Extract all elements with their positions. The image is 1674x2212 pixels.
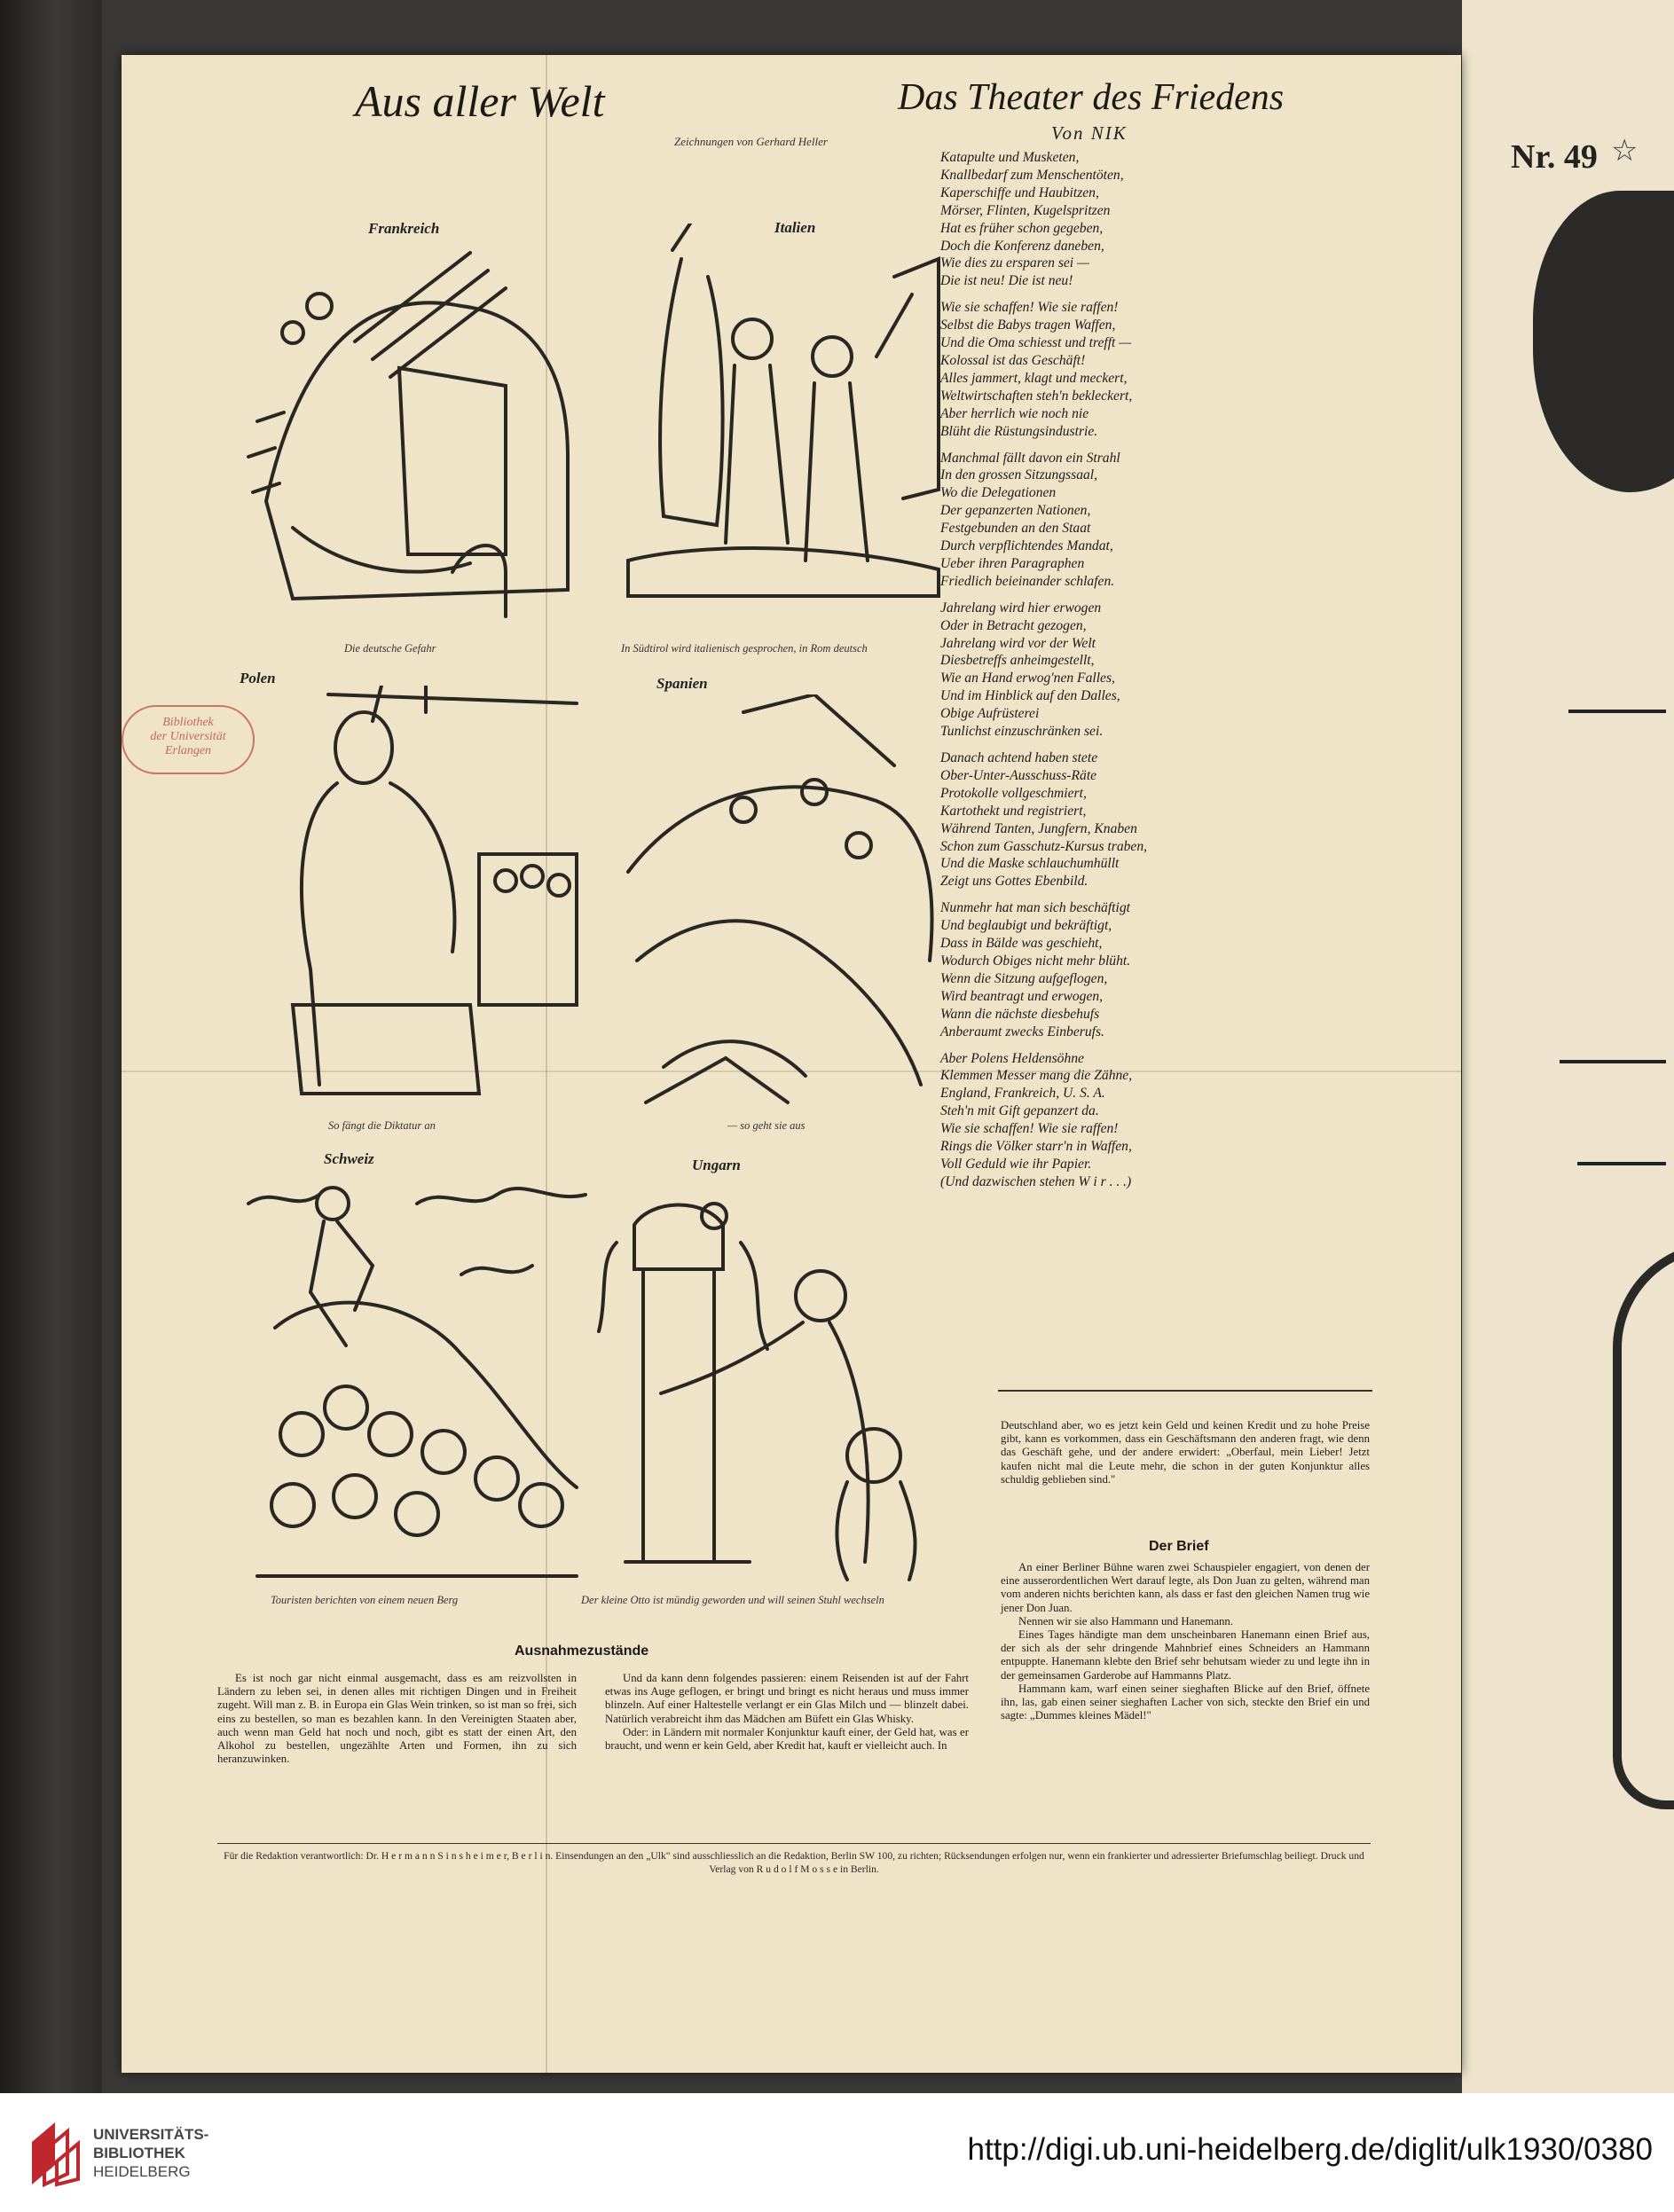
poem-line: Und im Hinblick auf den Dalles, xyxy=(940,688,1120,704)
binder-edge xyxy=(0,0,102,2093)
poem-line: Voll Geduld wie ihr Papier. xyxy=(940,1156,1092,1172)
poem-title: Das Theater des Friedens xyxy=(898,77,1285,118)
poem-author: Von NIK xyxy=(1051,122,1128,144)
poem-line: Hat es früher schon gegeben, xyxy=(940,220,1104,236)
panel-caption: Der kleine Otto ist mündig geworden und will seinen Stuhl wechseln xyxy=(581,1594,884,1606)
poem-line: Steh'n mit Gift gepanzert da. xyxy=(940,1103,1099,1119)
poem-stanza xyxy=(940,299,1206,440)
poem-line: Durch verpflichtendes Mandat, xyxy=(940,538,1113,554)
next-page-fragment xyxy=(1462,0,1674,2093)
poem-stanza xyxy=(940,450,1206,591)
star-icon: ☆ xyxy=(1611,135,1639,168)
library-name-line: BIBLIOTHEK xyxy=(93,2145,185,2161)
poem-line: England, Frankreich, U. S. A. xyxy=(940,1086,1105,1102)
divider-rule xyxy=(998,1390,1372,1392)
poem-line: Ueber ihren Paragraphen xyxy=(940,555,1085,571)
poem-line: Kolossal ist das Geschäft! xyxy=(940,352,1086,368)
article-paragraph: Nennen wir sie also Hammann und Hanemann. xyxy=(1018,1614,1234,1628)
article-paragraph: Eines Tages händigte man dem unscheinbaren Hanemann einen Brief aus, der sich als der sehr dringende Mahnbrief eines Schneiders an Hammann entpuppte. Hanemann klebte den Brief sehr behutsam wieder zu und legte ihn in der gemeinsamen Garderobe auf Hammanns Platz. xyxy=(1001,1628,1370,1682)
poem-line: Kaperschiffe und Haubitzen, xyxy=(940,184,1099,200)
imprint-footer: Für die Redaktion verantwortlich: Dr. H e r m a n n S i n s h e i m e r, B e r l i n. Einsendungen an den „Ulk" sind ausschliesslich an die Redaktion, Berlin SW 100, zu richten; Rücksendungen erfolgen nur, wenn ein frankierter und adressierter Briefumschlag beiliegt. Druck und Verlag von R u d o l f M o s s e in Berlin. xyxy=(224,1850,1364,1875)
poem-line: Zeigt uns Gottes Ebenbild. xyxy=(940,874,1088,890)
poem-line: Wie sie schaffen! Wie sie raffen! xyxy=(940,1121,1119,1137)
cartoon-panel-ungarn xyxy=(581,1150,958,1612)
poem-line: Wird beantragt und erwogen, xyxy=(940,988,1104,1004)
illustration-shape xyxy=(1613,1242,1674,1809)
poem-stanza xyxy=(940,149,1206,290)
poem-line: (Und dazwischen stehen W i r . . .) xyxy=(940,1173,1132,1189)
panel-caption: Die deutsche Gefahr xyxy=(344,642,436,655)
poem-line: Oder in Betracht gezogen, xyxy=(940,617,1087,633)
article-heading-brief: Der Brief xyxy=(1149,1539,1209,1554)
poem-line: Diesbetreffs anheimgestellt, xyxy=(940,653,1095,669)
panel-caption: So fängt die Diktatur an xyxy=(328,1119,436,1132)
panel-country: Schweiz xyxy=(324,1150,374,1167)
poem-line: Wie dies zu ersparen sei — xyxy=(940,255,1089,271)
article-continuation xyxy=(1001,1419,1370,1486)
library-stamp xyxy=(122,705,255,774)
poem-line: Jahrelang wird vor der Welt xyxy=(940,635,1096,651)
article-ausnahme-col2 xyxy=(605,1672,969,1753)
panel-country: Polen xyxy=(240,670,276,686)
article-paragraph: An einer Berliner Bühne waren zwei Schauspieler engagiert, von denen der eine ausserordentlichen Wert darauf legte, als Don Juan zu gelten, während man vom anderen nichts berichten kann, als dass er fast den gleichen Namen trug wie jener Don Juan. xyxy=(1001,1561,1370,1614)
poem-line: Die ist neu! Die ist neu! xyxy=(940,273,1073,289)
stamp-line: der Universität xyxy=(150,730,226,743)
cartoon-panel-spanien xyxy=(610,670,956,1135)
article-paragraph: Oder: in Ländern mit normaler Konjunktur kauft einer, der Geld hat, was er braucht, und wenn er kein Geld, aber Kredit hat, kauft er vielleicht auch. In xyxy=(605,1725,969,1753)
poem-line: Wo die Delegationen xyxy=(940,485,1057,501)
poem-line: Tunlichst einzuschränken sei. xyxy=(940,724,1104,740)
poem-line: Und die Maske schlauchumhüllt xyxy=(940,856,1120,872)
poem-line: In den grossen Sitzungssaal, xyxy=(940,467,1098,483)
divider-rule xyxy=(217,1843,1371,1844)
cartoon-drawing xyxy=(240,1168,590,1594)
poem-line: Aber Polens Heldensöhne xyxy=(940,1050,1084,1066)
library-banner xyxy=(0,2093,1674,2212)
illustration-stroke xyxy=(1577,1162,1666,1165)
poem-line: Protokolle vollgeschmiert, xyxy=(940,785,1087,801)
poem-line: Blüht die Rüstungsindustrie. xyxy=(940,423,1098,439)
illustration-shape xyxy=(1533,191,1674,492)
poem-line: Wann die nächste diesbehufs xyxy=(940,1006,1100,1022)
poem-line: Wie an Hand erwog'nen Falles, xyxy=(940,671,1115,686)
poem-line: Festgebunden an den Staat xyxy=(940,521,1091,537)
poem-line: Wodurch Obiges nicht mehr blüht. xyxy=(940,953,1131,969)
poem-line: Wenn die Sitzung aufgeflogen, xyxy=(940,970,1108,986)
article-paragraph: Hammann kam, warf einen seiner sieghaften Blicke auf den Brief, öffnete ihn, las, gab einen seiner sieghaften Lacher von sich, steckte den Brief ein und sagte: „Dummes kleines Mädel!" xyxy=(1001,1682,1370,1722)
poem-line: Klemmen Messer mang die Zähne, xyxy=(940,1068,1133,1084)
poem-line: Dass in Bälde was geschieht, xyxy=(940,936,1103,952)
poem-line: Jahrelang wird hier erwogen xyxy=(940,600,1102,616)
poem-line: Wie sie schaffen! Wie sie raffen! xyxy=(940,300,1119,316)
poem-line: Knallbedarf zum Menschentöten, xyxy=(940,167,1124,183)
poem-line: Kartothekt und registriert, xyxy=(940,803,1087,819)
cartoon-drawing xyxy=(610,694,956,1120)
poem-stanza xyxy=(940,899,1206,1040)
poem-line: Alles jammert, klagt und meckert, xyxy=(940,370,1128,386)
poem-line: Nunmehr hat man sich beschäftigt xyxy=(940,900,1130,916)
panel-country: Frankreich xyxy=(368,220,440,237)
issue-number: Nr. 49 xyxy=(1511,138,1598,176)
panel-country: Spanien xyxy=(656,675,708,692)
illustration-stroke xyxy=(1568,710,1666,713)
poem-line: Rings die Völker starr'n in Waffen, xyxy=(940,1139,1132,1155)
cartoon-drawing xyxy=(240,686,590,1120)
article-heading-ausnahme: Ausnahmezustände xyxy=(515,1643,649,1659)
library-name-line: HEIDELBERG xyxy=(93,2163,191,2180)
cartoon-drawing xyxy=(610,224,956,640)
library-logo-icon xyxy=(27,2115,82,2188)
poem-line: Mörser, Flinten, Kugelspritzen xyxy=(940,202,1111,218)
cartoon-panel-italien xyxy=(610,206,956,661)
cartoon-panel-polen xyxy=(240,670,590,1135)
stamp-line: Erlangen xyxy=(164,744,212,757)
poem-line: Und die Oma schiesst und trefft — xyxy=(940,335,1132,351)
article-ausnahme-col1 xyxy=(217,1672,577,1766)
poem-line: Selbst die Babys tragen Waffen, xyxy=(940,318,1116,333)
poem-line: Während Tanten, Jungfern, Knaben xyxy=(940,820,1137,836)
library-name-line: UNIVERSITÄTS- xyxy=(93,2126,209,2143)
poem-line: Obige Aufrüsterei xyxy=(940,706,1040,722)
poem-line: Und beglaubigt und bekräftigt, xyxy=(940,918,1112,934)
poem-line: Weltwirtschaften steh'n bekleckert, xyxy=(940,388,1133,404)
cartoon-panel-schweiz xyxy=(240,1150,590,1612)
poem-line: Friedlich beieinander schlafen. xyxy=(940,573,1115,589)
drawing-credit: Zeichnungen von Gerhard Heller xyxy=(674,135,828,148)
cartoon-drawing xyxy=(240,235,590,652)
panel-caption: In Südtirol wird italienisch gesprochen, in Rom deutsch xyxy=(621,642,868,655)
poem-stanza xyxy=(940,749,1206,890)
poem-line: Doch die Konferenz daneben, xyxy=(940,238,1104,254)
article-paragraph: Deutschland aber, wo es jetzt kein Geld und keinen Kredit und zu hohe Preise gibt, kann es vorkommen, dass ein Geschäftsmann den anderen fragt, wie denn das Geschäft gehe, und der andere erwidert: „Oberfaul, mein Lieber! Jetzt kaufen nicht mal die Leute mehr, die schon in der guten Konjunktur alles schuldig geblieben sind." xyxy=(1001,1419,1370,1486)
poem-line: Katapulte und Musketen, xyxy=(940,150,1080,165)
poem-line: Schon zum Gasschutz-Kursus traben, xyxy=(940,838,1148,854)
poem-line: Ober-Unter-Ausschuss-Räte xyxy=(940,767,1097,783)
cartoon-panel-frankreich xyxy=(240,213,590,661)
panel-country: Ungarn xyxy=(692,1157,741,1173)
section-title: Aus aller Welt xyxy=(355,76,605,126)
poem-line: Manchmal fällt davon ein Strahl xyxy=(940,450,1120,466)
poem-text xyxy=(940,149,1206,1200)
poem-line: Der gepanzerten Nationen, xyxy=(940,503,1091,519)
poem-stanza xyxy=(940,600,1206,741)
panel-caption: Touristen berichten von einem neuen Berg xyxy=(271,1594,459,1606)
article-brief xyxy=(1001,1561,1370,1722)
poem-line: Danach achtend haben stete xyxy=(940,750,1098,765)
panel-caption: — so geht sie aus xyxy=(727,1119,806,1132)
library-name xyxy=(93,2125,208,2181)
article-paragraph: Und da kann denn folgendes passieren: einem Reisenden ist auf der Fahrt etwas ins Auge geflogen, er bringt und bringt es nicht heraus und muss immer blinzeln. Auf einer Haltestelle verlangt er ein Glas Milch und — blinzelt dabei. Natürlich verabreicht ihm das Mädchen am Büfett ein Glas Whisky. xyxy=(605,1672,969,1725)
panel-country: Italien xyxy=(774,219,816,236)
illustration-stroke xyxy=(1560,1060,1666,1063)
poem-line: Aber herrlich wie noch nie xyxy=(940,405,1089,421)
permalink-url[interactable]: http://digi.ub.uni-heidelberg.de/diglit/ulk1930/0380 xyxy=(967,2132,1653,2167)
poem-stanza xyxy=(940,1050,1206,1191)
stamp-line: Bibliothek xyxy=(162,716,214,729)
cartoon-drawing xyxy=(581,1172,958,1597)
article-paragraph: Es ist noch gar nicht einmal ausgemacht, dass es am reizvollsten in Ländern zu leben sei, in denen alles mit richtigen Dingen und in Freiheit zugeht. Will man z. B. in Europa ein Glas Wein trinken, so ist man so frei, sich eins zu bestellen, so man es bezahlen kann. In den Vereinigten Staaten aber, auch wenn man Geld hat noch und noch, gibt es statt der einen Art, den Alkohol zu bestellen, ungezählte Arten und Formen, ihn zu sich heranzuwinken. xyxy=(217,1672,577,1766)
poem-line: Anberaumt zwecks Einberufs. xyxy=(940,1024,1104,1039)
